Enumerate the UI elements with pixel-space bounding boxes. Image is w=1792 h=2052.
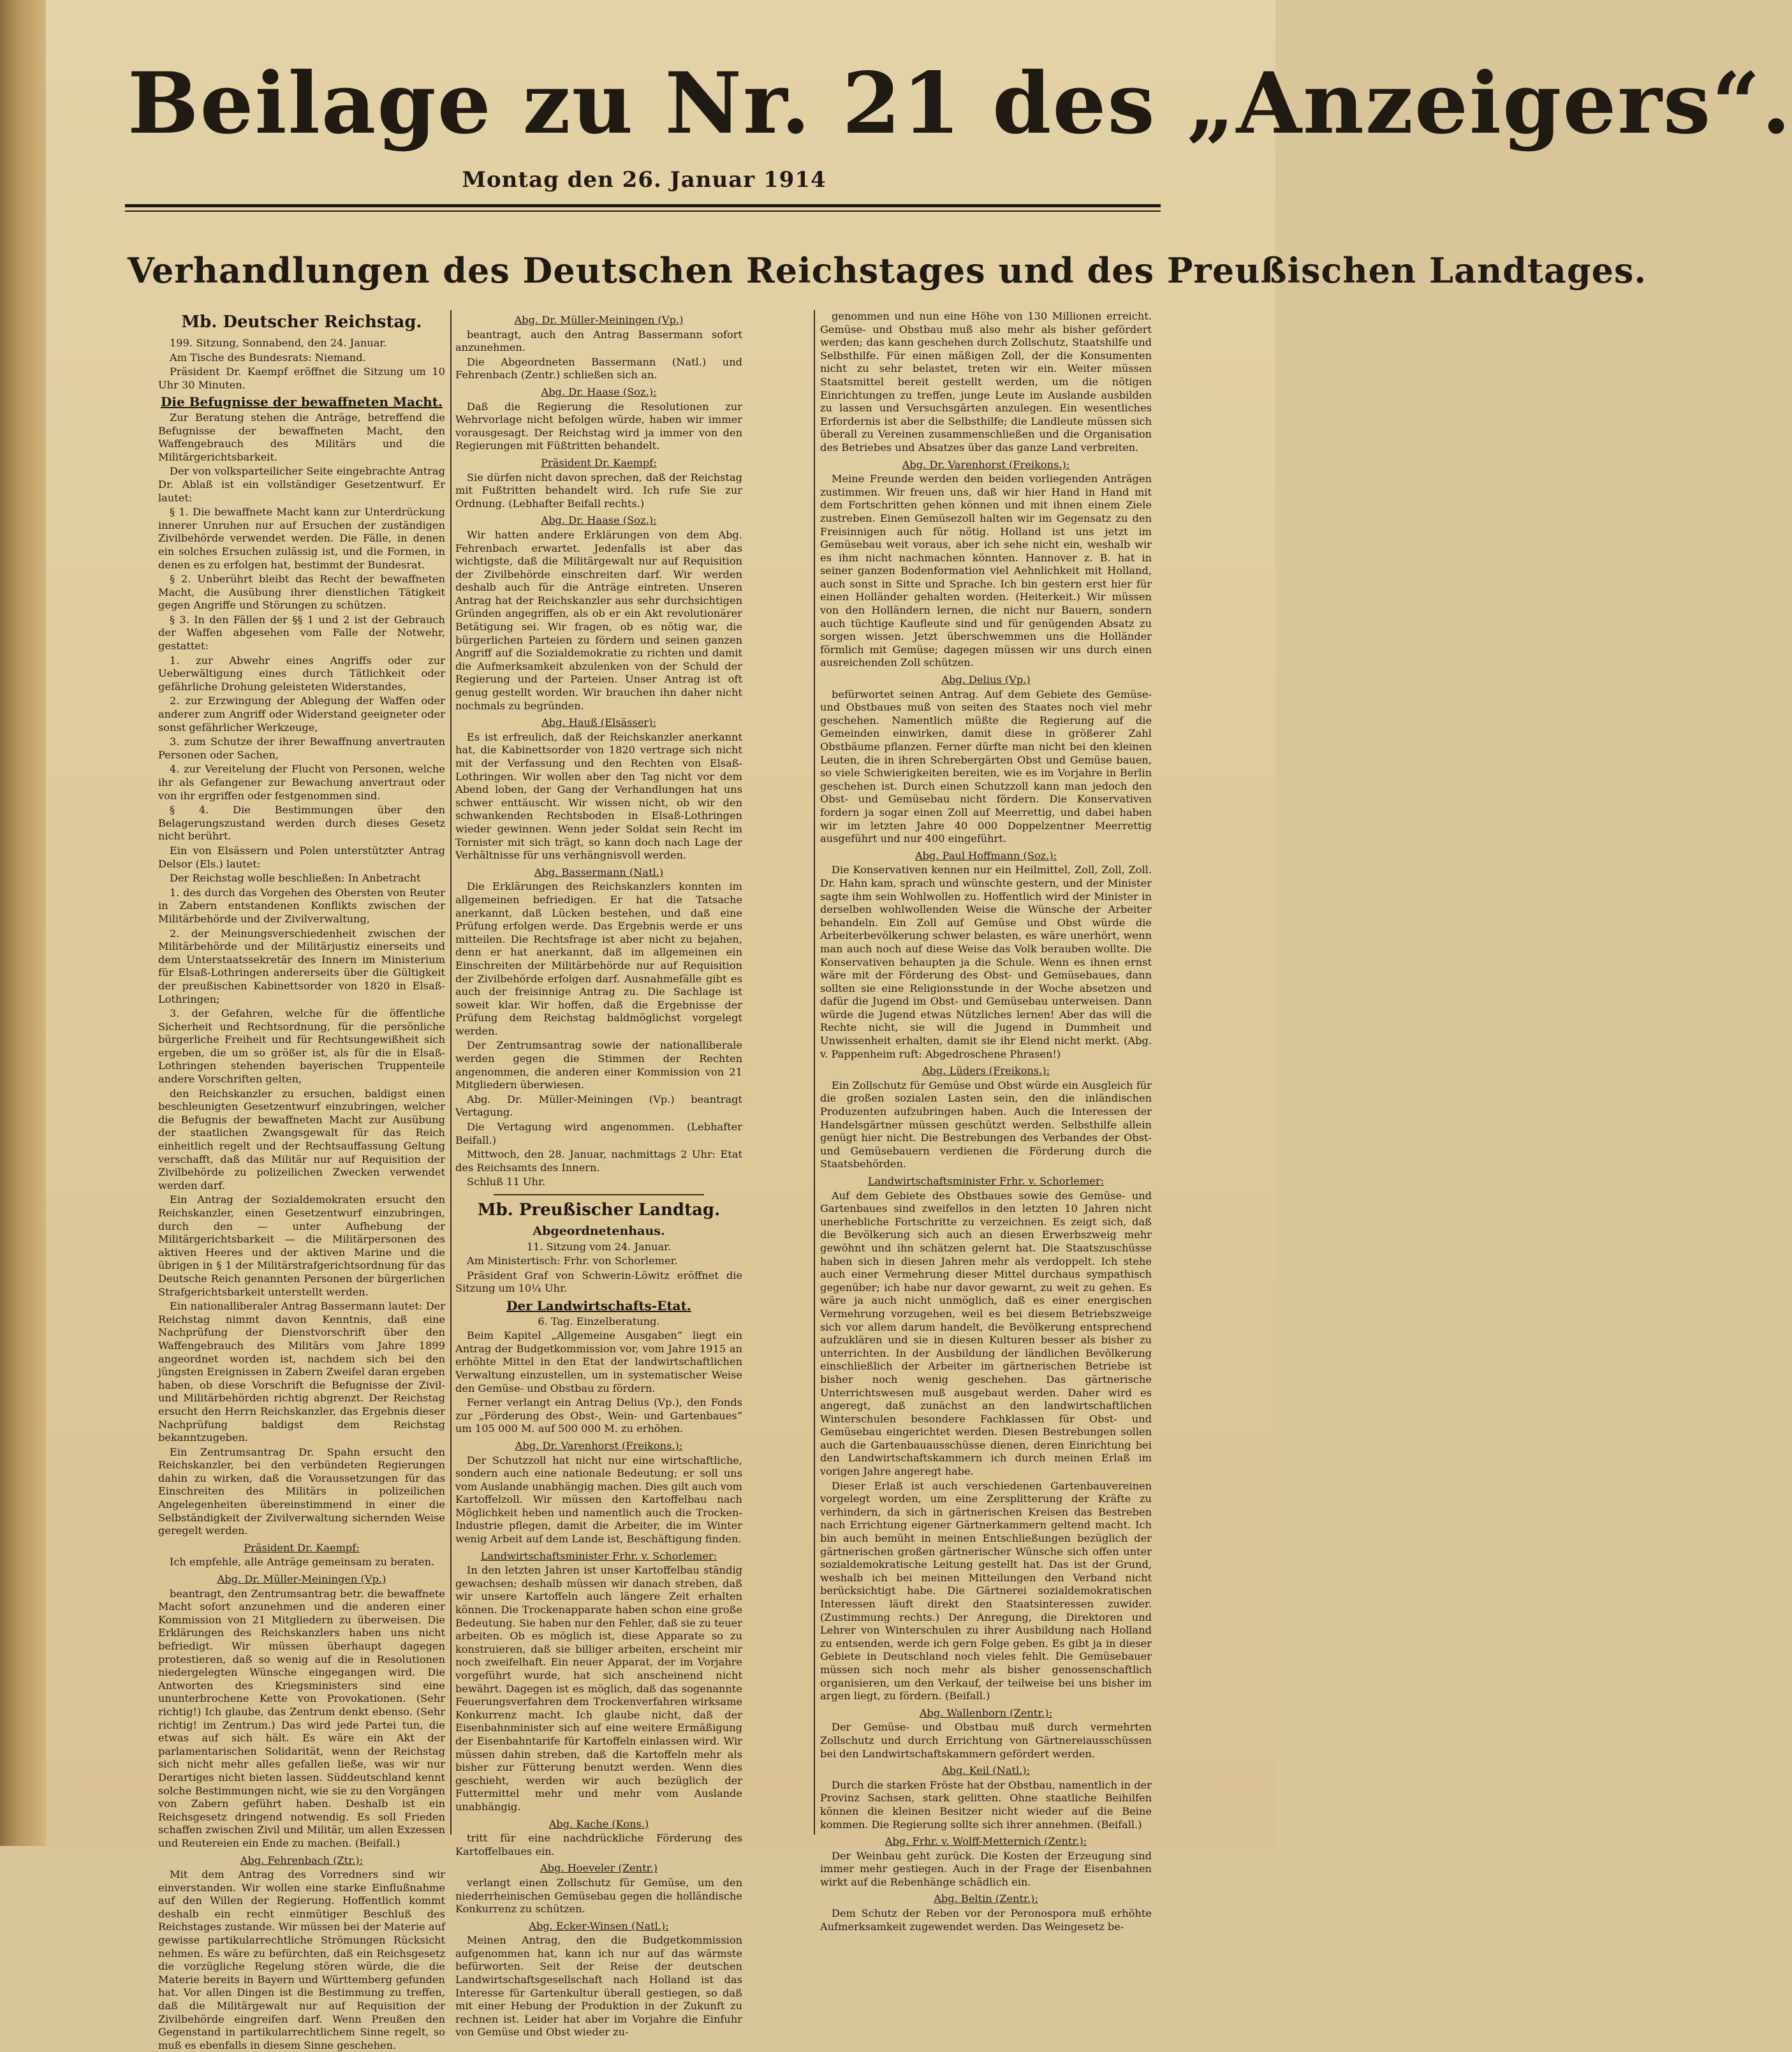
paragraph: Der Weinbau geht zurück. Die Kosten der Erzeugung sind immer mehr gestiegen. Auch in der Frage der Eisenbahnen wirkt auf die Rebenhänge schädlich ein. — [820, 1849, 1152, 1888]
speaker-label: Abg. Hoeveler (Zentr.) — [540, 1862, 657, 1875]
speaker-label: Abg. Dr. Varenhorst (Freikons.): — [515, 1439, 683, 1452]
article-heading: Mb. Preußischer Landtag. — [477, 1200, 721, 1220]
column-2 — [455, 310, 742, 2039]
paragraph: 2. der Meinungsverschiedenheit zwischen der Militärbehörde und der Militärjustiz einerseits und dem Unterstaatssekretär des Innern im Ministerium für Elsaß-Lothringen andererseits über die Gültigkeit der preußischen Kabinettsorder von 1820 in Elsaß-Lothringen; — [158, 927, 445, 1005]
paragraph: Der Gemüse- und Obstbau muß durch vermehrten Zollschutz und durch Errichtung von Gärtnereiausschüssen bei den Landwirtschaftskammern gefördert werden. — [820, 1721, 1152, 1760]
paragraph: tritt für eine nachdrückliche Förderung des Kartoffelbaues ein. — [455, 1832, 742, 1857]
paragraph: Meine Freunde werden den beiden vorliegenden Anträgen zustimmen. Wir freuen uns, daß wir hier Hand in Hand mit dem Fortschritten gehen können und mit ihnen einem Ziele zustreben. Einen Gemüsezoll halten wir im Gegensatz zu den Freisinnigen auch für nötig. Holland ist uns jetzt im Gemüsebau weit voraus, aber ich sehe nicht ein, weshalb wir es ihm nicht nachmachen könnten. Hannover z. B. hat in seiner ganzen Bodenformation viel Aehnlichkeit mit Holland, auch sonst in Sitte und Sprache. Ich bin gestern erst hier für einen Holländer gehalten worden. (Heiterkeit.) Wir müssen von den Holländern lernen, die nicht nur Bauern, sondern auch tüchtige Kaufleute sind und für genügenden Absatz zu sorgen wissen. Jetzt überschwemmen uns die Holländer förmlich mit Gemüse; dagegen müssen wir uns durch einen ausreichenden Zoll schützen. — [820, 473, 1152, 669]
speaker-label: Abg. Dr. Haase (Soz.): — [541, 385, 657, 398]
paragraph: 1. des durch das Vorgehen des Obersten von Reuter in Zabern entstandenen Konflikts zwischen der Militärbehörde und der Zivilverwaltung, — [158, 886, 445, 925]
speaker-label: Abg. Ecker-Winsen (Natl.): — [529, 1919, 669, 1932]
paragraph: Dieser Erlaß ist auch verschiedenen Gartenbauvereinen vorgelegt worden, um eine Zersplitterung der Kräfte zu verhindern, da sich in gärtnerischen Kreisen das Bestreben nach Errichtung eigener Gärtnerkammern geltend macht. Ich bin auch bemüht in meinen Entschließungen bezüglich der gärtnerischen großen gärtnerischer Wünsche sich offen unter sozialdemokratische Leitung gestellt hat. Das ist der Grund, weshalb ich bei meinen Mitteilungen den Verband nicht berücksichtigt habe. Die Gärtnerei sozialdemokratischen Interessen läuft direkt den Staatsinteressen zuwider. (Zustimmung rechts.) Der Anregung, die Direktoren und Lehrer von Winterschulen zu ihrer Ausbildung nach Holland zu entsenden, werde ich gern Folge geben. Es gibt ja in dieser Gebiete in Deutschland noch vieles fehlt. Die Gemüsebauer müssen sich noch mehr als bisher genossenschaftlich organisieren, um den Verkauf, der teilweise bei uns bisher im argen liegt, zu fördern. (Beifall.) — [820, 1479, 1152, 1702]
paragraph: 3. der Gefahren, welche für die öffentliche Sicherheit und Rechtsordnung, für die persönliche bürgerliche Freiheit und für Rechtsungewißheit sich ergeben, die um so größer ist, als für die in Elsaß-Lothringen stehenden bayerischen Truppenteile andere Vorschriften gelten, — [158, 1007, 445, 1086]
speaker-label: Abg. Keil (Natl.): — [941, 1764, 1031, 1777]
speaker-label: Abg. Wallenborn (Zentr.): — [919, 1706, 1053, 1719]
page-edge — [0, 0, 46, 1846]
paragraph: Der Schutzzoll hat nicht nur eine wirtschaftliche, sondern auch eine nationale Bedeutung; er soll uns vom Auslande unabhängig machen. Dies gilt auch vom Kartoffelzoll. Wir müssen den Kartoffelbau nach Möglichkeit heben und namentlich auch die Trocken-Industrie pflegen, damit die Arbeiter, die im Winter wenig Arbeit auf dem Lande ist, Beschäftigung finden. — [455, 1454, 742, 1546]
speaker-label: Abg. Hauß (Elsässer): — [541, 716, 656, 729]
paragraph: Ein Zentrumsantrag Dr. Spahn ersucht den Reichskanzler, bei den verbündeten Regierungen dahin zu wirken, daß die Voraussetzungen für das Einschreiten des Militärs in polizeilichen Angelegenheiten übereinstimmend in einer die Selbständigkeit der Zivilverwaltung sichernden Weise geregelt werden. — [158, 1445, 445, 1537]
paragraph: Ein von Elsässern und Polen unterstützter Antrag Delsor (Els.) lautet: — [158, 844, 445, 870]
section-title: Verhandlungen des Deutschen Reichstages und des Preußischen Landtages. — [128, 250, 1647, 291]
paragraph: Präsident Graf von Schwerin-Löwitz eröffnet die Sitzung um 10¼ Uhr. — [455, 1269, 742, 1295]
paragraph: In den letzten Jahren ist unser Kartoffelbau ständig gewachsen; deshalb müssen wir danach streben, daß wir unsere Kartoffeln auch längere Zeit erhalten können. Die Trockenapparate haben schon eine große Bedeutung. Sie haben nur den Fehler, daß sie zu teuer arbeiten. Ob es möglich ist, diese Apparate so zu konstruieren, daß sie billiger arbeiten, erscheint mir noch zweifelhaft. Ein neuer Apparat, der im Vorjahre vorgeführt wurde, hat sich anscheinend nicht bewährt. Dagegen ist es möglich, daß das sogenannte Feuerungsverfahren dem Trockenverfahren wirksame Konkurrenz macht. Ich glaube nicht, daß der Eisenbahnminister sich auf eine weitere Ermäßigung der Eisenbahntarife für Kartoffeln einlassen wird. Wir müssen dahin streben, daß die Kartoffeln mehr als bisher zur Fütterung benutzt werden. Wenn dies geschieht, werden wir auch bezüglich der Futtermittel mehr und mehr vom Auslande unabhängig. — [455, 1564, 742, 1813]
paragraph: Es ist erfreulich, daß der Reichskanzler anerkannt hat, die Kabinettsorder von 1820 vertrage sich nicht mit der Verfassung und den Rechten von Elsaß-Lothringen. Wir wollen aber den Tag nicht vor dem Abend loben, der Gang der Verhandlungen hat uns schwer enttäuscht. Wir wissen nicht, ob wir den schwankenden Rechtsboden in Elsaß-Lothringen wieder gewinnen. Wenn jeder Soldat sein Recht im Tornister mit sich trägt, so kann doch nach Lage der Verhältnisse für uns verhängnisvoll werden. — [455, 730, 742, 862]
paragraph: Mit dem Antrag des Vorredners sind wir einverstanden. Wir wollen eine starke Einflußnahme auf den Willen der Regierung. Hoffentlich kommt deshalb ein recht einmütiger Beschluß des Reichstages zustande. Wir müssen bei der Materie auf gewisse partikularrechtliche Strömungen Rücksicht nehmen. Es wäre zu befürchten, daß ein Reichsgesetz die vorzügliche Regelung stören würde, die die Materie bereits in Bayern und Württemberg gefunden hat. Vor allen Dingen ist die Bestimmung zu treffen, daß die Militärgewalt nur auf Requisition der Zivilbehörde eingreifen darf. Wenn Preußen den Gegenstand in partikularrechtlichem Sinne regelt, so muß es ebenfalls in diesem Sinne geschehen. — [158, 1868, 445, 2051]
subheading: Die Befugnisse der bewaffneten Macht. — [161, 394, 443, 410]
paragraph: 2. zur Erzwingung der Ablegung der Waffen oder anderer zum Angriff oder Widerstand geeigneter oder sonst gefährlicher Werkzeuge, — [158, 695, 445, 734]
masthead: Beilage zu Nr. 21 des „Anzeigers“. — [128, 54, 1792, 153]
paragraph: Beim Kapitel „Allgemeine Ausgaben“ liegt ein Antrag der Budgetkommission vor, vom Jahre 1915 an erhöhte Mittel in den Etat der landwirtschaftlichen Verwaltung einzustellen, um in systematischer Weise den Gemüse- und Obstbau zu fördern. — [455, 1329, 742, 1394]
speaker-label: Abg. Dr. Müller-Meiningen (Vp.) — [217, 1573, 386, 1586]
column-1 — [158, 310, 445, 2051]
speaker-label: Abg. Beltin (Zentr.): — [934, 1893, 1038, 1905]
paragraph: Ein Zollschutz für Gemüse und Obst würde ein Ausgleich für die großen sozialen Lasten sein, den die inländischen Produzenten aufzubringen haben. Auch die Interessen der Handelsgärtner müssen geschützt werden. Selbsthilfe allein genügt hier nicht. Die Bestrebungen des Verbandes der Obst- und Gemüsebauern verdienen die Förderung durch die Staatsbehörden. — [820, 1079, 1152, 1170]
paragraph: Der Reichstag wolle beschließen: In Anbetracht — [170, 872, 421, 885]
paragraph: 6. Tag. Einzelberatung. — [538, 1315, 660, 1327]
masthead-rule-thin — [125, 210, 1161, 212]
speaker-label: Abg. Dr. Haase (Soz.): — [541, 514, 657, 527]
paragraph: Ein nationalliberaler Antrag Bassermann lautet: Der Reichstag nimmt davon Kenntnis, daß eine Nachprüfung der Dienstvorschrift über den Waffengebrauch des Militärs vom Jahre 1899 angeordnet worden ist, nachdem sich bei den jüngsten Ereignissen in Zabern Zweifel daran ergeben haben, ob diese Vorschrift die Befugnisse der Zivil- und Militärbehörden richtig abgrenzt. Der Reichstag ersucht den Herrn Reichskanzler, das Ergebnis dieser Nachprüfung baldigst dem Reichstag bekanntzugeben. — [158, 1300, 445, 1444]
subheading: Der Landwirtschafts-Etat. — [506, 1297, 691, 1313]
paragraph: verlangt einen Zollschutz für Gemüse, um den niederrheinischen Gemüsebau gegen die holländische Konkurrenz zu schützen. — [455, 1876, 742, 1915]
speaker-label: Abg. Delius (Vp.) — [941, 674, 1031, 686]
paragraph: Schluß 11 Uhr. — [467, 1176, 546, 1188]
paragraph: Sie dürfen nicht davon sprechen, daß der Reichstag mit Fußtritten behandelt wird. Ich rufe Sie zur Ordnung. (Lebhafter Beifall rechts.) — [455, 471, 742, 510]
paragraph: Auf dem Gebiete des Obstbaues sowie des Gemüse- und Gartenbaues sind zweifellos in den letzten 10 Jahren nicht unerhebliche Fortschritte zu verzeichnen. Es zeigt sich, daß die Bevölkerung sich auch an diesen Erwerbszweig mehr gewöhnt und ihn schätzen gelernt hat. Die Staatszuschüsse haben sich in diesen Jahren mehr als verdoppelt. Ich stehe auch einer Vermehrung dieser Mittel durchaus sympathisch gegenüber; ich habe nur davor gewarnt, zu weit zu gehen. Es wäre ja auch nicht unmöglich, daß es einer energischen Vermehrung vorzugehen, weil es bei diesem Betriebszweige sich vor allem darum handelt, die Bevölkerung entsprechend aufzuklären und sie in diesen Kulturen besser als bisher zu unterrichten. In der Ausbildung der ländlichen Bevölkerung einschließlich der Arbeiter im gärtnerischen Betriebe ist bisher noch wenig geschehen. Das gärtnerische Unterrichtswesen muß ausgebaut werden. Daher wird es angeregt, daß zunächst an den landwirtschaftlichen Winterschulen besondere Fachklassen für Obst- und Gemüsebau eingerichtet werden. Diesen Bestrebungen sollen auch die Gartenbauausschüsse dienen, deren Einrichtung bei den Landwirtschaftskammern ich durch meinen Erlaß im vorigen Jahre angeregt habe. — [820, 1189, 1152, 1478]
paragraph: Ein Antrag der Sozialdemokraten ersucht den Reichskanzler, einen Gesetzentwurf einzubringen, durch den — unter Aufhebung der Militärgerichtsbarkeit — die Militärpersonen des aktiven Heeres und der aktiven Marine und die übrigen in § 1 der Militärstrafgerichtsordnung für das Deutsche Reich genannten Personen der bürgerlichen Strafgerichtsbarkeit unterstellt werden. — [158, 1193, 445, 1298]
dateline: Montag den 26. Januar 1914 — [462, 167, 826, 193]
masthead-rule — [125, 204, 1161, 207]
speaker-label: Abg. Dr. Varenhorst (Freikons.): — [902, 458, 1070, 471]
speaker-label: Abg. Bassermann (Natl.) — [534, 866, 664, 878]
paragraph: Die Konservativen kennen nur ein Heilmittel, Zoll, Zoll, Zoll. Dr. Hahn kam, sprach und wünschte gestern, und der Minister sagte ihm sein Wohlwollen zu. Hoffentlich wird der Minister in derselben wohlwollenden Weise die Wünsche der Arbeiter behandeln. Ein Zoll auf Gemüse und Obst würde die Arbeiterbevölkerung schwer belasten, es wäre unerhört, wenn man auch noch auf diese Weise das Volk berauben wollte. Die Konservativen behaupten ja die Schule. Wenn es ihnen ernst wäre mit der Förderung des Obst- und Gemüsebaues, dann sollten sie eine Religionsstunde in der Woche absetzen und dafür die Jugend im Obst- und Gemüsebau unterweisen. Dann würde die Jugend etwas Nützliches lernen! Aber das will die Rechte nicht, sie will die Jugend in Dummheit und Unwissenheit erhalten, damit sie ihr Elend nicht merkt. (Abg. v. Pappenheim ruft: Abgedroschene Phrasen!) — [820, 864, 1152, 1060]
speaker-label: Präsident Dr. Kaempf: — [541, 456, 657, 469]
speaker-label: Abg. Kache (Kons.) — [548, 1817, 649, 1830]
speaker-label: Abg. Frhr. v. Wolff-Metternich (Zentr.): — [885, 1835, 1087, 1848]
speaker-label: Abg. Dr. Müller-Meiningen (Vp.) — [514, 314, 684, 326]
column-divider — [450, 310, 452, 1834]
speaker-label: Präsident Dr. Kaempf: — [244, 1541, 360, 1554]
column-3 — [820, 310, 1152, 1933]
subheading: Abgeordnetenhaus. — [532, 1224, 665, 1238]
article-heading: Mb. Deutscher Reichstag. — [181, 313, 422, 332]
paragraph: befürwortet seinen Antrag. Auf dem Gebiete des Gemüse- und Obstbaues muß von seiten des Staates noch viel mehr geschehen. Namentlich müßte die Regierung auf die Gemeinden einwirken, damit diese in größerer Zahl Obstbäume pflanzen. Ferner dürfte man nicht bei den kleinen Leuten, die in ihren Schrebergärten Obst und Gemüse bauen, so viele Schwierigkeiten bereiten, wie es im Vorjahre in Berlin geschehen ist. Durch einen Schutzzoll kann man jedoch den Obst- und Gemüsebau nicht fördern. Die Konservativen fordern ja sogar einen Zoll auf Meerrettig, und dabei haben wir im letzten Jahre 40 000 Doppelzentner Meerrettig ausgeführt und nur 400 eingeführt. — [820, 688, 1152, 845]
speaker-label: Landwirtschaftsminister Frhr. v. Schorlemer: — [867, 1175, 1105, 1187]
paragraph: § 4. Die Bestimmungen über den Belagerungszustand werden durch dieses Gesetz nicht berührt. — [158, 804, 445, 843]
paragraph: Wir hatten andere Erklärungen von dem Abg. Fehrenbach erwartet. Jedenfalls ist aber das wichtigste, daß die Militärgewalt nur auf Requisition der Zivilbehörde einschreiten darf. Wir werden deshalb auch für die Anträge eintreten. Unseren Antrag hat der Reichskanzler aus sehr durchsichtigen Gründen angegriffen, als ob er ein Akt revolutionärer Betätigung sei. Wir fragen, ob es nötig war, die bürgerlichen Parteien zu fördern und seinen ganzen Angriff auf die Sozialdemokratie zu richten und damit die Aufmerksamkeit abzulenken von der Schuld der Regierung und der Parteien. Unser Antrag ist oft genug gestellt worden. Wir brauchen ihn daher nicht nochmals zu begründen. — [455, 528, 742, 712]
paragraph: beantragt, den Zentrumsantrag betr. die bewaffnete Macht sofort anzunehmen und die anderen einer Kommission von 21 Mitgliedern zu überweisen. Die Erklärungen des Reichskanzlers haben uns nicht befriedigt. Wir müssen überhaupt dagegen protestieren, daß so wenig auf die in Resolutionen niedergelegten Wünsche eingegangen wird. Die Antworten des Kriegsministers sind eine ununterbrochene Kette von Provokationen. (Sehr richtig!) Ich glaube, das Zentrum denkt ebenso. (Sehr richtig! im Zentrum.) Das wird jede Partei tun, die etwas auf sich hält. Es wäre ein Akt der parlamentarischen Solidarität, wenn der Reichstag sich nicht mehr alles gefallen ließe, was wir nur Derartiges nicht bieten lassen. Süddeutschland kennt solche Bestimmungen nicht, wie sie zu den Vorgängen von Zabern geführt haben. Deshalb ist ein Reichsgesetz dringend notwendig. Es soll Frieden schaffen zwischen Zivil und Militär, um allen Exzessen und Reutereien ein Ende zu machen. (Beifall.) — [158, 1587, 445, 1849]
paragraph: Die Vertagung wird angenommen. (Lebhafter Beifall.) — [455, 1121, 742, 1146]
paragraph: 3. zum Schutze der ihrer Bewaffnung anvertrauten Personen oder Sachen, — [158, 735, 445, 761]
article-divider — [494, 1194, 704, 1195]
paragraph: § 2. Unberührt bleibt das Recht der bewaffneten Macht, die Ausübung ihrer dienstlichen Tätigkeit gegen Angriffe und Störungen zu schützen. — [158, 573, 445, 612]
speaker-label: Abg. Fehrenbach (Ztr.): — [240, 1854, 364, 1866]
paragraph: Die Erklärungen des Reichskanzlers konnten im allgemeinen befriedigen. Er hat die Tatsache anerkannt, daß Lücken bestehen, und daß eine Prüfung erfolgen werde. Das Ergebnis werde er uns mitteilen. Die Rechtsfrage ist aber nicht zu bejahen, denn er hat anerkannt, daß im allgemeinen ein Einschreiten der Militärbehörde nur auf Requisition der Zivilbehörde erfolgen darf. Ausnahmefälle gibt es auch der freisinnige Antrag zu. Die Sachlage ist soweit klar. Wir hoffen, daß die Ergebnisse der Prüfung dem Reichstag baldmöglichst vorgelegt werden. — [455, 880, 742, 1037]
speaker-label: Landwirtschaftsminister Frhr. v. Schorlemer: — [480, 1549, 717, 1562]
paragraph: § 1. Die bewaffnete Macht kann zur Unterdrückung innerer Unruhen nur auf Ersuchen der zuständigen Zivilbehörde verwendet werden. Die Fälle, in denen ein solches Ersuchen zulässig ist, und die Formen, in denen es zu erfolgen hat, bestimmt der Bundesrat. — [158, 506, 445, 571]
paragraph: 1. zur Abwehr eines Angriffs oder zur Ueberwältigung eines durch Tätlichkeit oder gefährliche Drohung geleisteten Widerstandes, — [158, 654, 445, 693]
paragraph: Meinen Antrag, den die Budgetkommission aufgenommen hat, kann ich nur auf das wärmste befürworten. Seit der Reise der deutschen Landwirtschaftsgesellschaft nach Holland ist das Interesse für Gartenkultur überall gestiegen, so daß mit einer Hebung der Produktion in der Zukunft zu rechnen ist. Leider hat aber im Vorjahre die Einfuhr von Gemüse und Obst wieder zu- — [455, 1934, 742, 2039]
paragraph: beantragt, auch den Antrag Bassermann sofort anzunehmen. — [455, 328, 742, 354]
paragraph: genommen und nun eine Höhe von 130 Millionen erreicht. Gemüse- und Obstbau muß also mehr als bisher gefördert werden; das kann geschehen durch Zollschutz, Staatshilfe und Selbsthilfe. Für einen mäßigen Zoll, der die Konsumenten nicht zu sehr belastet, treten wir ein. Weiter müssen Staatsmittel bereit gestellt werden, um die nötigen Einrichtungen zu treffen, junge Leute im Auslande ausbilden zu lassen und Versuchsgärten anzulegen. Ein wesentliches Erfordernis ist aber die Selbsthilfe; die Landleute müssen sich überall zu Vereinen zusammenschließen und die Organisation des Betriebes und Absatzes über das ganze Land verbreiten. — [820, 310, 1152, 454]
paragraph: Abg. Dr. Müller-Meiningen (Vp.) beantragt Vertagung. — [455, 1093, 742, 1119]
paragraph: § 3. In den Fällen der §§ 1 und 2 ist der Gebrauch der Waffen abgesehen vom Falle der Notwehr, gestattet: — [158, 613, 445, 653]
paragraph: Am Ministertisch: Frhr. von Schorlemer. — [467, 1255, 678, 1267]
paragraph: 4. zur Vereitelung der Flucht von Personen, welche ihr als Gefangener zur Bewachung anvertraut oder von ihr ergriffen oder festgenommen sind. — [158, 763, 445, 802]
paragraph: Der Zentrumsantrag sowie der nationalliberale werden gegen die Stimmen der Rechten angenommen, die anderen einer Kommission von 21 Mitgliedern überwiesen. — [455, 1039, 742, 1091]
paragraph: Die Abgeordneten Bassermann (Natl.) und Fehrenbach (Zentr.) schließen sich an. — [455, 355, 742, 381]
paragraph: 11. Sitzung vom 24. Januar. — [526, 1240, 672, 1253]
speaker-label: Abg. Paul Hoffmann (Soz.): — [914, 849, 1057, 862]
paragraph: 199. Sitzung, Sonnabend, den 24. Januar. — [170, 337, 387, 349]
paragraph: Dem Schutz der Reben vor der Peronospora muß erhöhte Aufmerksamkeit zugewendet werden. Das Weingesetz be- — [820, 1907, 1152, 1933]
paragraph: Ferner verlangt ein Antrag Delius (Vp.), den Fonds zur „Förderung des Obst-, Wein- und Gartenbaues“ um 105 000 M. auf 500 000 M. zu erhöhen. — [455, 1396, 742, 1435]
paragraph: Zur Beratung stehen die Anträge, betreffend die Befugnisse der bewaffneten Macht, den Waffengebrauch des Militärs und die Militärgerichtsbarkeit. — [158, 411, 445, 463]
paragraph: Mittwoch, den 28. Januar, nachmittags 2 Uhr: Etat des Reichsamts des Innern. — [455, 1148, 742, 1174]
paragraph: Am Tische des Bundesrats: Niemand. — [170, 351, 366, 364]
paragraph: Präsident Dr. Kaempf eröffnet die Sitzung um 10 Uhr 30 Minuten. — [158, 365, 445, 391]
speaker-label: Abg. Lüders (Freikons.): — [922, 1065, 1050, 1077]
paragraph: Daß die Regierung die Resolutionen zur Wehrvorlage nicht befolgen würde, haben wir immer vorausgesagt. Der Reichstag wird ja immer von den Regierungen mit Füßtritten behandelt. — [455, 400, 742, 452]
paragraph: den Reichskanzler zu ersuchen, baldigst einen beschleunigten Gesetzentwurf einzubringen, welcher die Befugnis der bewaffneten Macht zur Ausübung der staatlichen Zwangsgewalt für das Reich einheitlich regelt und der Rechtsauffassung Geltung verschafft, daß das Militär nur auf Requisition der Zivilbehörde zu polizeilichen Zwecken verwendet werden darf. — [158, 1087, 445, 1192]
paragraph: Ich empfehle, alle Anträge gemeinsam zu beraten. — [170, 1556, 435, 1569]
paragraph: Der von volksparteilicher Seite eingebrachte Antrag Dr. Ablaß ist ein vollständiger Gesetzentwurf. Er lautet: — [158, 465, 445, 504]
paragraph: Durch die starken Fröste hat der Obstbau, namentlich in der Provinz Sachsen, stark gelitten. Ohne staatliche Beihilfen können die kleinen Besitzer nicht wieder auf die Beine kommen. Die Regierung sollte sich ihrer annehmen. (Beifall.) — [820, 1778, 1152, 1831]
column-divider — [814, 310, 815, 1834]
